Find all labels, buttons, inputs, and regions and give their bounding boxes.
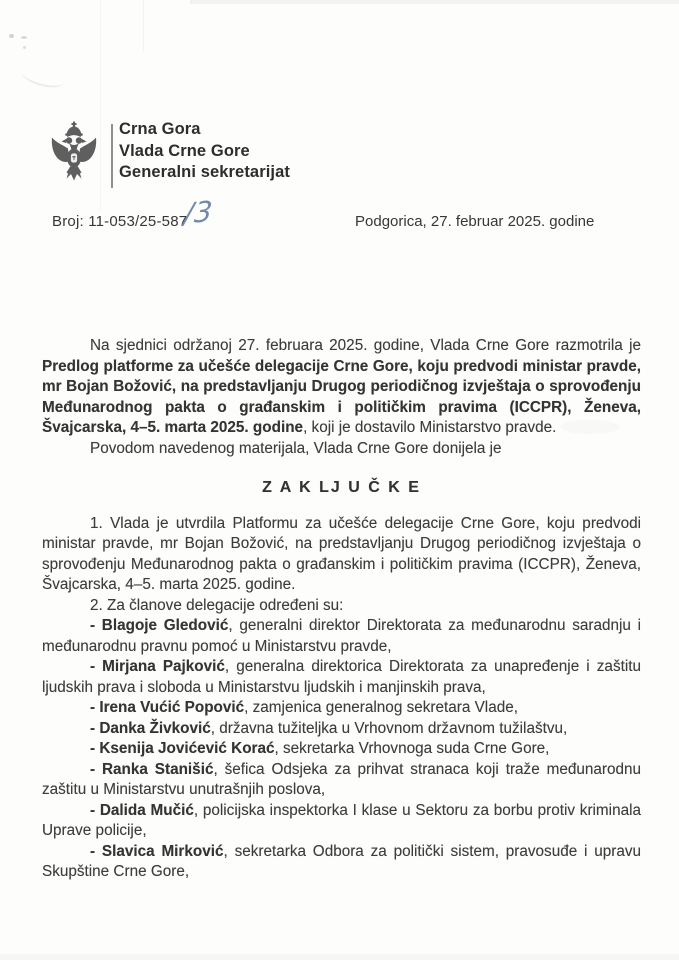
delegation-member [42,842,641,883]
intro-run-1: Na sjednici održanoj 27. februara 2025. godine, Vlada Crne Gore razmotrila je [90,337,641,354]
member-role: , generalni direktor Direktorata za međunarodnu saradnju i međunarodnu pravnu pomoć u Ministarstvu pravde, [42,617,642,655]
handwritten-annotation: /3 [182,194,215,231]
scan-artifact-speck [21,36,27,39]
conclusion-item-2: 2. Za članove delegacije određeni su: [90,596,344,614]
member-name: - Irena Vućić Popović [90,699,245,716]
member-name: - Blagoje Gledović [90,617,229,634]
intro-run-2-bold: Predlog platforme za učešće delegacije Crne Gore, koju predvodi ministar pravde, mr Bojan Božović, na predstavljanju Drugog periodičnog izvještaja o sprovođenju Međunarodnog pakta o građanskim i političkim pravima (ICCPR), Ženeva, Švajcarska, 4–5. marta 2025. godine [42,357,641,436]
delegation-member [42,719,641,740]
letterhead-text [119,119,290,184]
scan-artifact-line [143,0,144,52]
delegation-member [42,616,641,657]
conclusion-item-1: 1. Vlada je utvrdila Platformu za učešće delegacije Crne Gore, koju predvodi ministar pravde, mr Bojan Božović, na predstavljanju Drugog periodičnog izvještaja o sprovođenju Međunarodnog pakta o građanskim i političkim pravima (ICCPR), Ženeva, Švajcarska, 4–5. marta 2025. godine. [42,514,641,593]
conclusions-heading: Z A K LJ U Č K E [262,479,421,496]
member-role: , šefica Odsjeka za prihvat stranaca koji traže međunarodnu zaštitu u Ministarstvu unutrašnjih poslova, [42,760,641,798]
reference-number: Broj: 11-053/25-587 [52,213,188,230]
member-role: , zamjenica generalnog sekretara Vlade, [244,699,518,716]
delegation-member [42,739,641,760]
dateline: Podgorica, 27. februar 2025. godine [355,213,595,230]
delegation-member [42,801,641,842]
scan-artifact-speck [23,46,26,49]
member-name: - Slavica Mirković [90,842,224,860]
member-name: - Danka Živković [90,719,211,737]
member-role: , sekretarka Odbora za politički sistem, pravosuđe i upravu Skupštine Crne Gore, [42,842,642,880]
member-role: , sekretarka Vrhovnoga suda Crne Gore, [274,740,550,757]
member-name: - Mirjana Pajković [90,658,225,675]
intro-run-3: , koji je dostavilo Ministarstvo pravde. [303,419,557,436]
scan-artifact-streak [190,0,679,4]
letterhead-divider [111,124,113,188]
delegation-member [42,760,641,801]
intro-paragraph [42,336,641,439]
document-body [42,336,641,883]
member-role: , generalna direktorica Direktorata za unapređenje i zaštitu ljudskih prava i sloboda u Ministarstvu ljudskih i manjinskih prava, [42,658,641,696]
delegation-member [42,698,641,719]
member-name: - Dalida Mučić [90,801,194,819]
letterhead [45,116,365,200]
member-name: - Ranka Stanišić [90,760,214,778]
org-line-country: Crna Gora [119,120,201,138]
member-role: , policijska inspektorka I klase u Sektoru za borbu protiv kriminala Uprave policije, [42,801,641,839]
intro-followup: Povodom navedenog materijala, Vlada Crne Gore donijela je [90,439,502,457]
org-line-government: Vlada Crne Gore [119,141,250,160]
member-name: - Ksenija Jovićević Korać [90,740,275,757]
member-role: , državna tužiteljka u Vrhovnom državnom tužilaštvu, [210,719,568,737]
scan-artifact-smudge [21,65,66,91]
scan-artifact-streak [0,954,679,960]
coat-of-arms-icon [49,121,99,185]
org-line-secretariat: Generalni sekretarijat [119,163,290,181]
delegation-member [42,657,641,698]
scan-artifact-speck [9,34,14,38]
